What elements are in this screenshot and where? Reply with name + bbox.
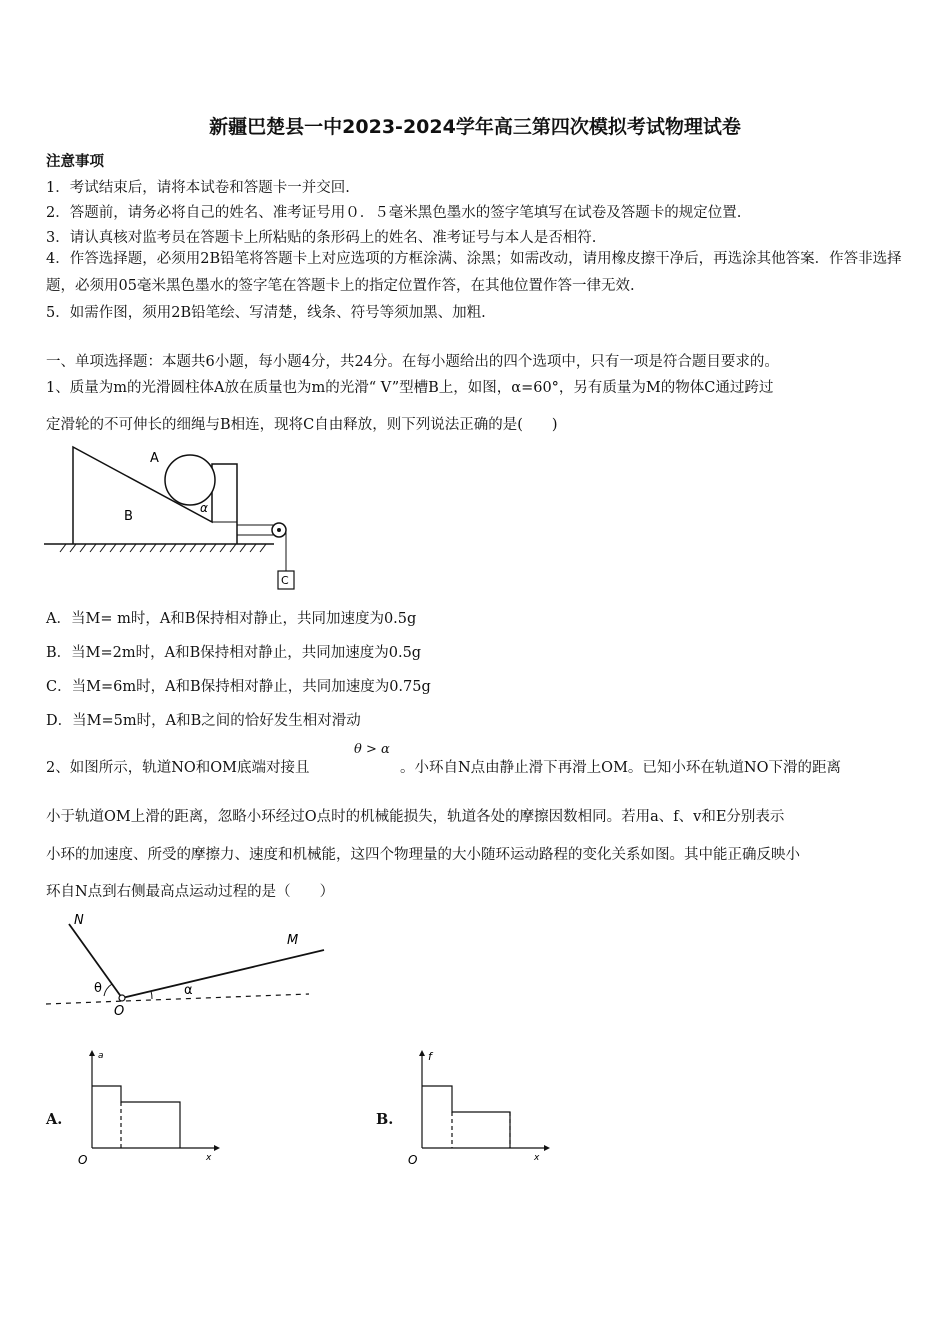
q1-option-a: A．当M= m时，A和B保持相对静止，共同加速度为0.5g [46, 611, 417, 627]
notice-item-2: 2．答题前，请务必将自己的姓名、准考证号用０．５毫米黑色墨水的签字笔填写在试卷及答题卡的规定位置. [46, 205, 742, 221]
q2-label-m: M [287, 933, 299, 948]
q2-stem-line2: 小于轨道OM上滑的距离，忽略小环经过O点时的机械能损失，轨道各处的摩擦因数相同。若用a、f、v和E分别表示 [46, 809, 785, 825]
notice-item-3: 3．请认真核对监考员在答题卡上所粘贴的条形码上的姓名、准考证号与本人是否相符. [46, 230, 597, 246]
q2-condition: θ > α [354, 742, 390, 757]
q2-stem-line3: 小环的加速度、所受的摩擦力、速度和机械能，这四个物理量的大小随环运动路程的变化关系如图。其中能正确反映小 [46, 847, 800, 863]
q2-label-alpha: α [184, 983, 193, 998]
q2-graph-b-origin: O [408, 1153, 418, 1167]
q2-label-o: O [114, 1004, 125, 1019]
q2-track-figure [44, 910, 334, 1020]
q2-option-a-label: A. [46, 1111, 63, 1128]
q2-graph-a [76, 1050, 226, 1170]
q2-graph-a-xlabel: x [206, 1153, 212, 1163]
notice-item-1: 1．考试结束后，请将本试卷和答题卡一并交回. [46, 180, 350, 196]
section-heading: 一、单项选择题：本题共6小题，每小题4分，共24分。在每小题给出的四个选项中，只有一项是符合题目要求的。 [46, 354, 779, 370]
notice-item-4: 4．作答选择题，必须用2B铅笔将答题卡上对应选项的方框涂满、涂黑；如需改动，请用橡皮擦干净后，再选涂其他答案．作答非选择题，必须用05毫米黑色墨水的签字笔在答题卡上的指定位置作答，在其他位置作答一律无效. [46, 251, 902, 294]
q1-label-alpha: α [200, 501, 208, 515]
notice-item-5: 5．如需作图，须用2B铅笔绘、写清楚，线条、符号等须加黑、加粗. [46, 305, 486, 321]
q2-graph-a-origin: O [78, 1153, 88, 1167]
q2-label-theta: θ [94, 981, 102, 996]
q1-label-c: C [281, 574, 289, 587]
q2-graph-b-xlabel: x [534, 1153, 540, 1163]
q1-option-d: D．当M=5m时，A和B之间的恰好发生相对滑动 [46, 713, 361, 729]
page-title: 新疆巴楚县一中2023-2024学年高三第四次模拟考试物理试卷 [209, 116, 741, 138]
q2-stem-part2: 。小环自N点由静止滑下再滑上OM。已知小环在轨道NO下滑的距离 [400, 760, 841, 776]
q1-option-c: C．当M=6m时，A和B保持相对静止，共同加速度为0.75g [46, 679, 431, 695]
notice-heading: 注意事项 [46, 153, 104, 170]
q2-graph-b [406, 1050, 556, 1170]
q2-graph-b-ylabel: f [428, 1050, 432, 1063]
q1-stem-line2: 定滑轮的不可伸长的细绳与B相连，现将C自由释放，则下列说法正确的是( ) [46, 417, 558, 433]
q1-label-b: B [124, 509, 133, 524]
q1-label-a: A [150, 451, 159, 466]
q2-option-b-label: B. [376, 1111, 394, 1128]
q2-graph-a-ylabel: a [98, 1051, 104, 1061]
q1-stem-line1: 1、质量为m的光滑圆柱体A放在质量也为m的光滑“ V”型槽B上，如图，α=60°，另有质量为M的物体C通过跨过 [46, 380, 774, 396]
q2-stem-line4: 环自N点到右侧最高点运动过程的是（ ） [46, 884, 335, 900]
q2-stem-part1: 2、如图所示，轨道NO和OM底端对接且 [46, 760, 310, 776]
q2-label-n: N [74, 913, 84, 928]
q1-option-b: B．当M=2m时，A和B保持相对静止，共同加速度为0.5g [46, 645, 422, 661]
q1-figure [44, 440, 304, 592]
